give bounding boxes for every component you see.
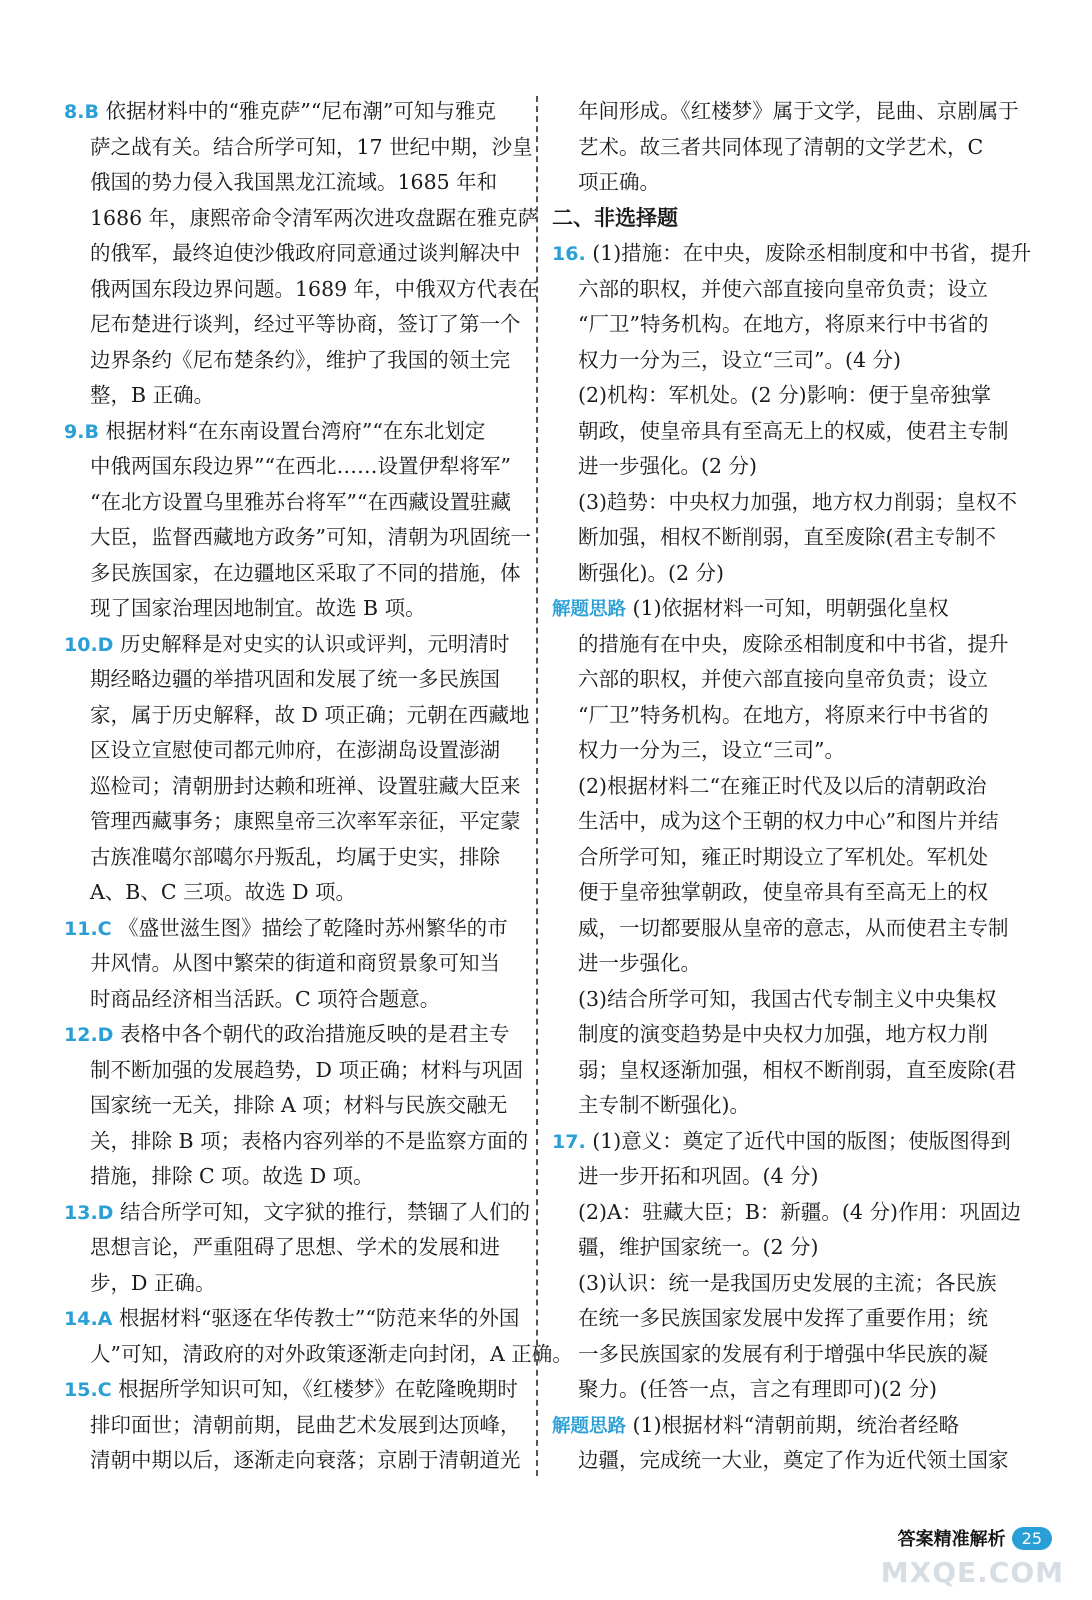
line-text: 边疆，完成统一大业，奠定了作为近代领土国家 xyxy=(578,1448,1009,1472)
line-text: 俄国的势力侵入我国黑龙江流域。1685 年和 xyxy=(90,170,498,194)
text-line xyxy=(552,414,1008,450)
text-line xyxy=(64,1017,520,1053)
text-line xyxy=(64,307,520,343)
line-text: 疆，维护国家统一。(2 分) xyxy=(578,1235,819,1259)
line-text: 进一步强化。(2 分) xyxy=(578,454,758,478)
line-text: (2)机构：军机处。(2 分)影响：便于皇帝独掌 xyxy=(578,383,992,407)
text-line xyxy=(552,733,1008,769)
line-text: 弱；皇权逐渐加强，相权不断削弱，直至废除(君 xyxy=(578,1057,1017,1082)
text-line xyxy=(64,698,530,734)
text-line xyxy=(64,1195,530,1231)
text-line xyxy=(64,840,520,876)
text-line xyxy=(64,236,520,272)
line-text: 区设立宣慰使司都元帅府，在澎湖岛设置澎湖 xyxy=(90,738,500,762)
text-line xyxy=(552,94,1019,130)
text-line xyxy=(64,1337,573,1373)
page-footer xyxy=(898,1522,1052,1554)
line-text: 大臣，监督西藏地方政务”可知，清朝为巩固统一 xyxy=(90,525,531,549)
line-text: (3)结合所学可知，我国古代专制主义中央集权 xyxy=(578,986,997,1011)
text-line xyxy=(552,840,1008,876)
line-text: 中俄两国东段边界”“在西北……设置伊犁将军” xyxy=(90,454,511,478)
text-line xyxy=(552,449,1008,485)
text-line xyxy=(64,272,539,308)
text-line xyxy=(552,911,1008,947)
text-line xyxy=(552,1408,1008,1444)
line-text: 1686 年，康熙帝命令清军两次进攻盘踞在雅克萨 xyxy=(90,205,539,230)
question-number: 16. xyxy=(552,243,586,265)
text-line xyxy=(552,485,1018,521)
line-text: 权力一分为三，设立“三司”。 xyxy=(578,738,845,762)
line-text: 期经略边疆的举措巩固和发展了统一多民族国 xyxy=(90,667,500,691)
text-line xyxy=(64,875,520,911)
line-text: 进一步开拓和巩固。(4 分) xyxy=(578,1164,819,1188)
solution-tag: 解题思路 xyxy=(552,1415,627,1437)
text-line xyxy=(64,1443,520,1479)
line-text: 根据材料“驱逐在华传教士”“防范来华的外国 xyxy=(118,1306,520,1330)
line-text: 井风情。从图中繁荣的街道和商贸景象可知当 xyxy=(90,951,500,975)
line-text: 表格中各个朝代的政治措施反映的是君主专 xyxy=(119,1022,510,1046)
text-line xyxy=(64,378,520,414)
line-text: (2)根据材料二“在雍正时代及以后的清朝政治 xyxy=(578,773,987,798)
line-text: 边界条约《尼布楚条约》，维护了我国的领土完 xyxy=(90,347,511,372)
line-text: (1)意义：奠定了近代中国的版图；使版图得到 xyxy=(592,1128,1011,1153)
question-number: 13.D xyxy=(64,1201,114,1224)
text-line xyxy=(64,946,520,982)
line-text: 权力一分为三，设立“三司”。(4 分) xyxy=(578,347,902,372)
line-text: 结合所学可知，文字狱的推行，禁锢了人们的 xyxy=(119,1199,530,1224)
text-line xyxy=(64,1230,520,1266)
question-number: 14.A xyxy=(64,1308,113,1330)
line-text: 年间形成。《红楼梦》属于文学，昆曲、京剧属于 xyxy=(578,99,1019,123)
text-line xyxy=(552,130,1008,166)
line-text: 的措施有在中央，废除丞相制度和中书省，提升 xyxy=(578,631,1009,656)
question-number: 11.C xyxy=(64,917,112,940)
line-text: “在北方设置乌里雅苏台将军”“在西藏设置驻藏 xyxy=(90,489,511,514)
question-number: 17. xyxy=(552,1130,586,1153)
text-line xyxy=(64,804,520,840)
text-line xyxy=(64,733,520,769)
text-line xyxy=(64,1088,520,1124)
line-text: 措施，排除 C 项。故选 D 项。 xyxy=(90,1164,374,1188)
text-line xyxy=(552,1088,1008,1124)
line-text: 制不断加强的发展趋势，D 项正确；材料与巩固 xyxy=(90,1057,523,1082)
line-text: A、B、C 三项。故选 D 项。 xyxy=(90,880,357,904)
line-text: 排印面世；清朝前期，昆曲艺术发展到达顶峰， xyxy=(90,1412,521,1437)
text-line xyxy=(552,343,1008,379)
line-text: 一多民族国家的发展有利于增强中华民族的凝 xyxy=(578,1341,988,1366)
line-text: 多民族国家，在边疆地区采取了不同的措施，体 xyxy=(90,560,521,585)
line-text: 根据材料“在东南设置台湾府”“在东北划定 xyxy=(105,418,486,443)
line-text: 便于皇帝独掌朝政，使皇帝具有至高无上的权 xyxy=(578,880,988,904)
line-text: 的俄军，最终迫使沙俄政府同意通过谈判解决中 xyxy=(90,241,521,265)
section-heading: 二、非选择题 xyxy=(552,205,678,230)
text-line xyxy=(552,1159,1008,1195)
text-line xyxy=(64,1053,523,1089)
line-text: 六部的职权，并使六部直接向皇帝负责；设立 xyxy=(578,276,988,301)
text-line xyxy=(64,662,520,698)
text-line xyxy=(552,378,1008,414)
text-line xyxy=(552,1266,1008,1302)
text-line xyxy=(64,414,520,450)
text-line xyxy=(552,875,1008,911)
text-line xyxy=(552,201,1008,237)
line-text: (1)措施：在中央，废除丞相制度和中书省，提升 xyxy=(592,241,1032,265)
line-text: 《盛世滋生图》描绘了乾隆时苏州繁华的市 xyxy=(118,915,508,940)
left-column xyxy=(64,94,573,1479)
watermark: MXQE.COM xyxy=(880,1556,1064,1589)
text-line xyxy=(64,769,520,805)
line-text: 关，排除 B 项；表格内容列举的不是监察方面的 xyxy=(90,1128,529,1153)
line-text: 家，属于历史解释，故 D 项正确；元朝在西藏地 xyxy=(90,702,530,727)
right-column xyxy=(552,94,1032,1479)
line-text: 巡检司；清朝册封达赖和班禅、设置驻藏大臣来 xyxy=(90,773,521,798)
line-text: 在统一多民族国家发展中发挥了重要作用；统 xyxy=(578,1306,988,1330)
line-text: (1)根据材料“清朝前期，统治者经略 xyxy=(632,1412,960,1437)
text-line xyxy=(552,946,1008,982)
line-text: 六部的职权，并使六部直接向皇帝负责；设立 xyxy=(578,667,988,691)
text-line xyxy=(552,698,1008,734)
text-line xyxy=(64,556,520,592)
text-line xyxy=(64,520,531,556)
text-line xyxy=(552,1053,1017,1089)
question-number: 10.D xyxy=(64,633,114,656)
text-line xyxy=(64,94,520,130)
text-line xyxy=(552,1372,1008,1408)
question-number: 15.C xyxy=(64,1379,112,1401)
text-line xyxy=(64,1301,520,1337)
text-line xyxy=(64,343,520,379)
text-line xyxy=(64,1266,520,1302)
text-line xyxy=(552,982,1008,1018)
line-text: (3)认识：统一是我国历史发展的主流；各民族 xyxy=(578,1270,997,1295)
line-text: “厂卫”特务机构。在地方，将原来行中书省的 xyxy=(578,312,989,336)
column-divider xyxy=(536,96,538,1476)
question-number: 12.D xyxy=(64,1024,114,1046)
line-text: 生活中，成为这个王朝的权力中心”和图片并结 xyxy=(578,809,999,833)
text-line xyxy=(552,804,1008,840)
line-text: 断加强，相权不断削弱，直至废除(君主专制不 xyxy=(578,525,996,549)
text-line xyxy=(64,591,520,627)
line-text: 俄两国东段边界问题。1689 年，中俄双方代表在 xyxy=(90,276,539,301)
text-line xyxy=(64,1372,520,1408)
text-line xyxy=(552,1195,1021,1231)
line-text: (2)A：驻藏大臣；B：新疆。(4 分)作用：巩固边 xyxy=(578,1199,1021,1224)
line-text: 历史解释是对史实的认识或评判，元明清时 xyxy=(119,631,510,656)
line-text: 合所学可知，雍正时期设立了军机处。军机处 xyxy=(578,844,988,869)
text-line xyxy=(552,1337,1008,1373)
text-line xyxy=(64,485,520,521)
text-line xyxy=(552,272,1008,308)
line-text: 整，B 正确。 xyxy=(90,383,215,407)
text-line xyxy=(64,1159,520,1195)
line-text: 人”可知，清政府的对外政策逐渐走向封闭，A 正确。 xyxy=(90,1341,573,1366)
line-text: 思想言论，严重阻碍了思想、学术的发展和进 xyxy=(90,1235,500,1259)
text-line xyxy=(552,662,1008,698)
text-line xyxy=(552,1124,1011,1160)
solution-tag: 解题思路 xyxy=(552,599,627,620)
text-line xyxy=(64,627,520,663)
line-text: 艺术。故三者共同体现了清朝的文学艺术，C xyxy=(578,134,984,159)
line-text: 朝政，使皇帝具有至高无上的权威，使君主专制 xyxy=(578,418,1009,443)
text-line xyxy=(64,449,520,485)
text-line xyxy=(552,1443,1008,1479)
text-line xyxy=(64,911,520,947)
text-line xyxy=(552,627,1008,663)
text-line xyxy=(552,165,1008,201)
text-line xyxy=(64,1408,520,1444)
line-text: 萨之战有关。结合所学可知，17 世纪中期，沙皇 xyxy=(90,134,533,159)
line-text: 断强化)。(2 分) xyxy=(578,560,725,585)
line-text: 项正确。 xyxy=(578,170,660,194)
text-line xyxy=(552,769,1008,805)
line-text: 制度的演变趋势是中央权力加强，地方权力削 xyxy=(578,1022,988,1046)
line-text: 国家统一无关，排除 A 项；材料与民族交融无 xyxy=(90,1093,508,1117)
line-text: 依据材料中的“雅克萨”“尼布潮”可知与雅克 xyxy=(105,99,496,123)
line-text: 现了国家治理因地制宜。故选 B 项。 xyxy=(90,596,426,620)
text-line xyxy=(552,1301,1008,1337)
line-text: 威，一切都要服从皇帝的意志，从而使君主专制 xyxy=(578,915,1009,940)
line-text: 尼布楚进行谈判，经过平等协商，签订了第一个 xyxy=(90,312,521,336)
text-line xyxy=(64,165,520,201)
line-text: 古族准噶尔部噶尔丹叛乱，均属于史实，排除 xyxy=(90,844,500,869)
footer-title: 答案精准解析 xyxy=(897,1529,1006,1550)
text-line xyxy=(552,1230,1008,1266)
line-text: (3)趋势：中央权力加强，地方权力削弱；皇权不 xyxy=(578,489,1018,514)
line-text: 时商品经济相当活跃。C 项符合题意。 xyxy=(90,986,441,1011)
line-text: “厂卫”特务机构。在地方，将原来行中书省的 xyxy=(578,702,989,727)
line-text: (1)依据材料一可知，明朝强化皇权 xyxy=(632,596,949,620)
page-number: 25 xyxy=(1012,1527,1052,1550)
text-line xyxy=(64,1124,529,1160)
line-text: 主专制不断强化)。 xyxy=(578,1093,750,1117)
line-text: 步，D 正确。 xyxy=(90,1270,216,1295)
text-line xyxy=(552,307,1008,343)
question-number: 8.B xyxy=(64,101,99,123)
line-text: 根据所学知识可知，《红楼梦》在乾隆晚期时 xyxy=(118,1377,518,1401)
text-line xyxy=(552,520,1008,556)
line-text: 进一步强化。 xyxy=(578,951,701,975)
text-line xyxy=(64,130,533,166)
text-line xyxy=(552,591,1008,627)
text-line xyxy=(64,982,520,1018)
line-text: 管理西藏事务；康熙皇帝三次率军亲征，平定蒙 xyxy=(90,809,521,833)
line-text: 聚力。(任答一点，言之有理即可)(2 分) xyxy=(578,1377,938,1401)
text-line xyxy=(552,1017,1008,1053)
text-line xyxy=(552,236,1032,272)
line-text: 清朝中期以后，逐渐走向衰落；京剧于清朝道光 xyxy=(90,1448,521,1472)
text-line xyxy=(552,556,1008,592)
text-line xyxy=(64,201,539,237)
question-number: 9.B xyxy=(64,420,99,443)
